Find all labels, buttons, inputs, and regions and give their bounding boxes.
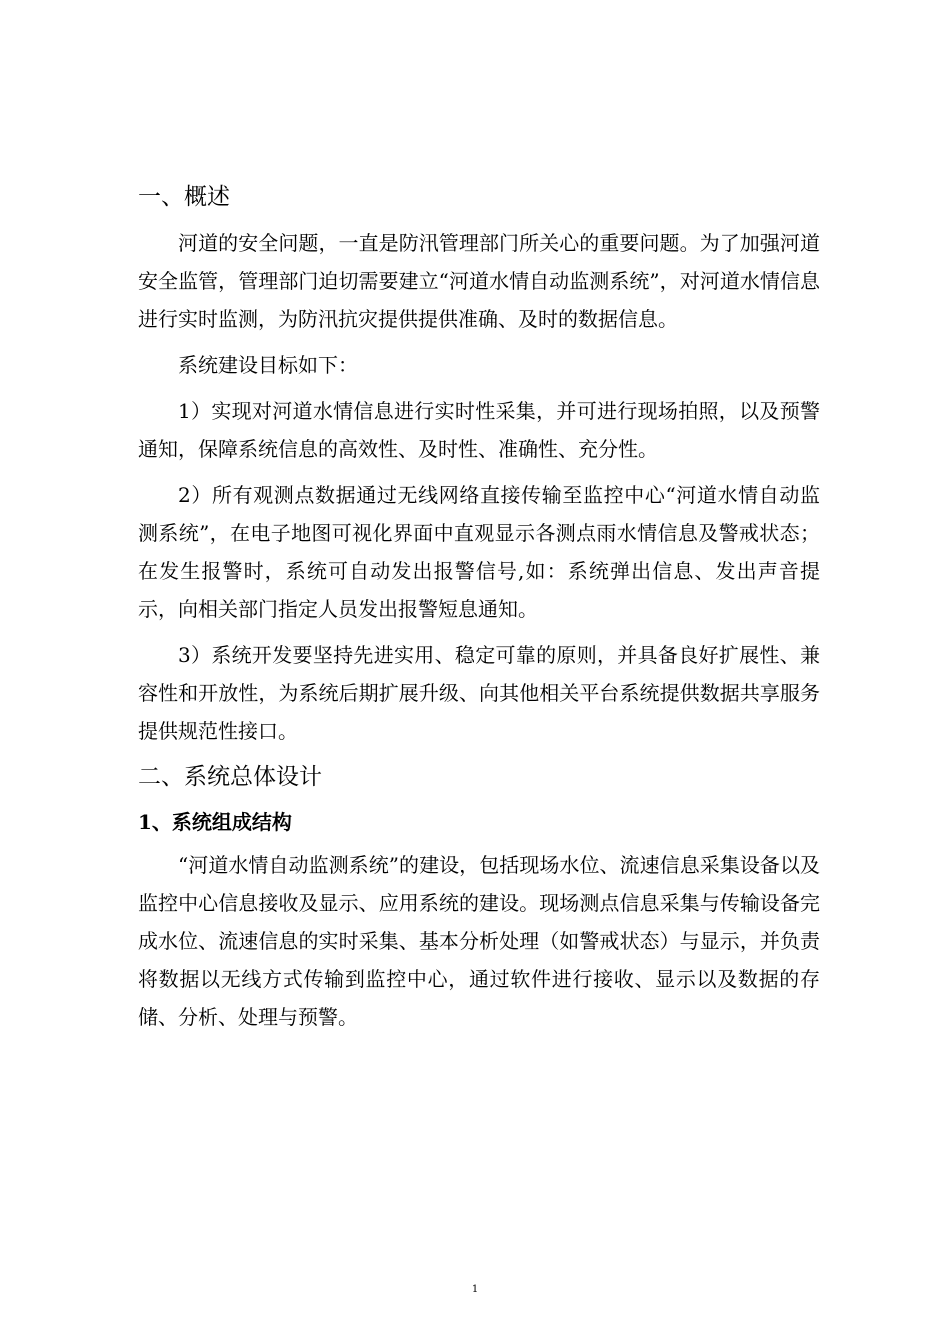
- overview-paragraph-2: 系统建设目标如下：: [178, 353, 358, 377]
- overview-paragraph-1: 河道的安全问题，一直是防汛管理部门所关心的重要问题。为了加强河道安全监管，管理部门迫切需要建立“河道水情自动监测系统”，对河道水情信息进行实时监测，为防汛抗灾提供提供准确、及时的数据信息。: [138, 231, 820, 331]
- section-heading-design: 二、系统总体设计: [138, 764, 322, 790]
- section-heading-overview: 一、概述: [138, 184, 230, 210]
- goal-item-1: 1）实现对河道水情信息进行实时性采集，并可进行现场拍照，以及预警通知，保障系统信息的高效性、及时性、准确性、充分性。: [138, 399, 820, 461]
- subsection-heading-structure: 1、系统组成结构: [138, 810, 292, 834]
- page-number: 1: [471, 1284, 479, 1295]
- goal-item-3: 3）系统开发要坚持先进实用、稳定可靠的原则，并具备良好扩展性、兼容性和开放性，为系统后期扩展升级、向其他相关平台系统提供数据共享服务提供规范性接口。: [138, 643, 820, 743]
- structure-paragraph-1: “河道水情自动监测系统”的建设，包括现场水位、流速信息采集设备以及监控中心信息接收及显示、应用系统的建设。现场测点信息采集与传输设备完成水位、流速信息的实时采集、基本分析处理（如警戒状态）与显示，并负责将数据以无线方式传输到监控中心，通过软件进行接收、显示以及数据的存储、分析、处理与预警。: [138, 853, 820, 1029]
- page-content: [138, 178, 820, 1044]
- goal-item-2: 2）所有观测点数据通过无线网络直接传输至监控中心“河道水情自动监测系统”，在电子地图可视化界面中直观显示各测点雨水情信息及警戒状态；在发生报警时，系统可自动发出报警信号,如：系统弹出信息、发出声音提示，向相关部门指定人员发出报警短息通知。: [138, 483, 820, 621]
